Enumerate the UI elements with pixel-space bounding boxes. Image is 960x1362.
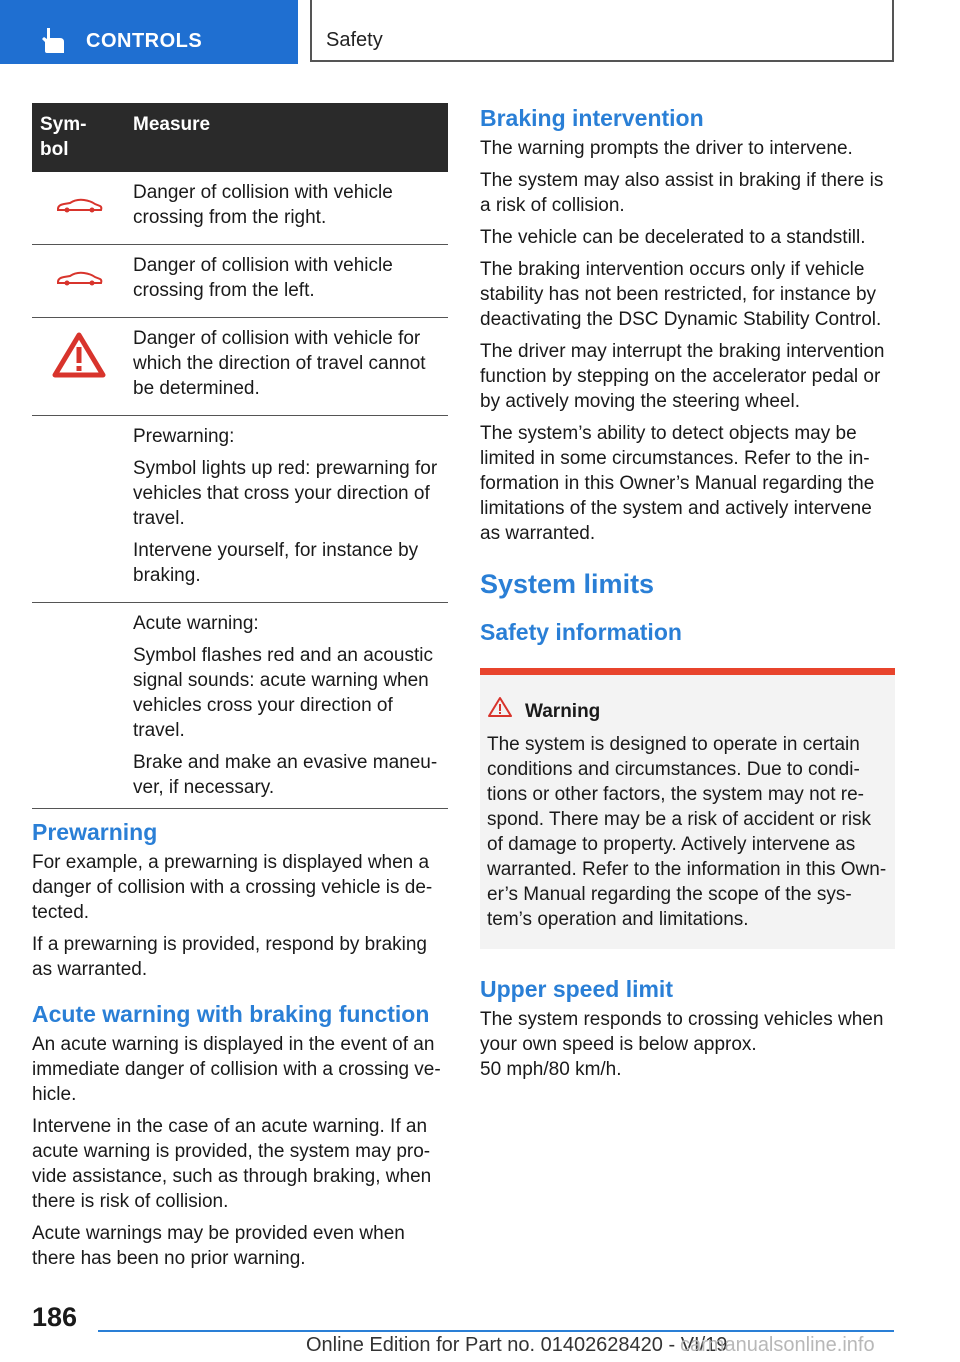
edition-text: Online Edition for Part no. 01402628420 - VI/19: [306, 1334, 728, 1356]
measure-cell: Danger of collision with vehicle crossing from the left.: [125, 245, 448, 318]
table-header-row: [32, 103, 448, 172]
table-row: [32, 603, 448, 809]
symbol-cell: [32, 245, 125, 318]
table-row: [32, 245, 448, 318]
paragraph: The warning prompts the driver to intervene.: [480, 138, 853, 159]
page-number: 186: [32, 1302, 78, 1332]
warning-triangle-icon: [52, 332, 106, 378]
warning-title: Warning: [525, 699, 887, 724]
symbol-table: [32, 103, 448, 809]
system-limits-heading: System limits: [480, 569, 655, 599]
left-column: [32, 818, 448, 1278]
paragraph: The system may also assist in braking if there is a risk of collision.: [480, 170, 884, 216]
paragraph: The system’s ability to detect objects may be limited in some circumstances. Refer to the in-formation in this Owner’s Manual regarding the limitations of the system and actively intervene as warranted.: [480, 423, 875, 544]
measure-cell: Acute warning: Symbol flashes red and an acoustic signal sounds: acute warning when vehicles cross your direction of travel. Brake and make an evasive maneu-ver, if necessary.: [125, 603, 448, 809]
measure-cell: Danger of collision with vehicle for which the direction of travel cannot be determined.: [125, 318, 448, 416]
paragraph: An acute warning is displayed in the event of an immediate danger of collision with a crossing ve-hicle.: [32, 1034, 441, 1105]
measure-cell: Danger of collision with vehicle crossing from the right.: [125, 172, 448, 245]
paragraph: 50 mph/80 km/h.: [480, 1059, 622, 1080]
car-red-icon: [54, 271, 104, 287]
footer-divider: [98, 1330, 894, 1332]
table-row: [32, 318, 448, 416]
paragraph: Acute warnings may be provided even when there has been no prior warning.: [32, 1223, 405, 1269]
warning-triangle-icon: [487, 696, 513, 718]
table-row: [32, 172, 448, 245]
hand-pointer-icon: [40, 26, 66, 54]
symbol-cell: [32, 318, 125, 416]
symbol-cell: [32, 172, 125, 245]
warning-box: [480, 668, 895, 949]
paragraph: Intervene in the case of an acute warning. If an acute warning is provided, the system may pro-vide assistance, such as through braking, when there is risk of collision.: [32, 1116, 432, 1212]
symbol-column-header: Sym- bol: [32, 103, 125, 172]
measure-cell: Prewarning: Symbol lights up red: prewarning for vehicles that cross your direction of travel. Intervene yourself, for instance by braking.: [125, 416, 448, 603]
section-label: Safety: [326, 29, 383, 51]
safety-info-heading: Safety information: [480, 619, 682, 645]
paragraph: The system responds to crossing vehicles when your own speed is below approx.: [480, 1009, 884, 1055]
measure-column-header: Measure: [125, 103, 448, 172]
car-red-icon: [54, 198, 104, 214]
upper-speed-heading: Upper speed limit: [480, 976, 673, 1002]
symbol-cell: [32, 603, 125, 809]
warning-text: The system is designed to operate in certain conditions and circumstances. Due to condi-tions or other factors, the system may not re-spond. There may be a risk of accident or risk of damage to property. Actively intervene as warranted. Refer to the information in this Own-er’s Manual regarding the scope of the sys-tem’s operation and limitations.: [487, 734, 887, 930]
table-row: [32, 416, 448, 603]
paragraph: If a prewarning is provided, respond by braking as warranted.: [32, 934, 428, 980]
paragraph: The driver may interrupt the braking intervention function by stepping on the accelerator pedal or by actively moving the steering wheel.: [480, 341, 885, 412]
prewarning-heading: Prewarning: [32, 819, 158, 845]
paragraph: The vehicle can be decelerated to a standstill.: [480, 227, 866, 248]
paragraph: For example, a prewarning is displayed when a danger of collision with a crossing vehicle is de-tected.: [32, 852, 433, 923]
acute-warning-heading: Acute warning with braking function: [32, 1001, 430, 1027]
section-header: [310, 0, 894, 62]
symbol-cell: [32, 416, 125, 603]
category-label: CONTROLS: [86, 30, 203, 52]
right-column: [480, 104, 894, 646]
braking-heading: Braking intervention: [480, 105, 704, 131]
speed-section: [480, 975, 894, 1089]
watermark: carmanualsonline.info: [680, 1334, 875, 1356]
category-tab[interactable]: [0, 0, 298, 64]
paragraph: The braking intervention occurs only if vehicle stability has not been restricted, for instance by deactivating the DSC Dynamic Stability Control.: [480, 259, 882, 330]
